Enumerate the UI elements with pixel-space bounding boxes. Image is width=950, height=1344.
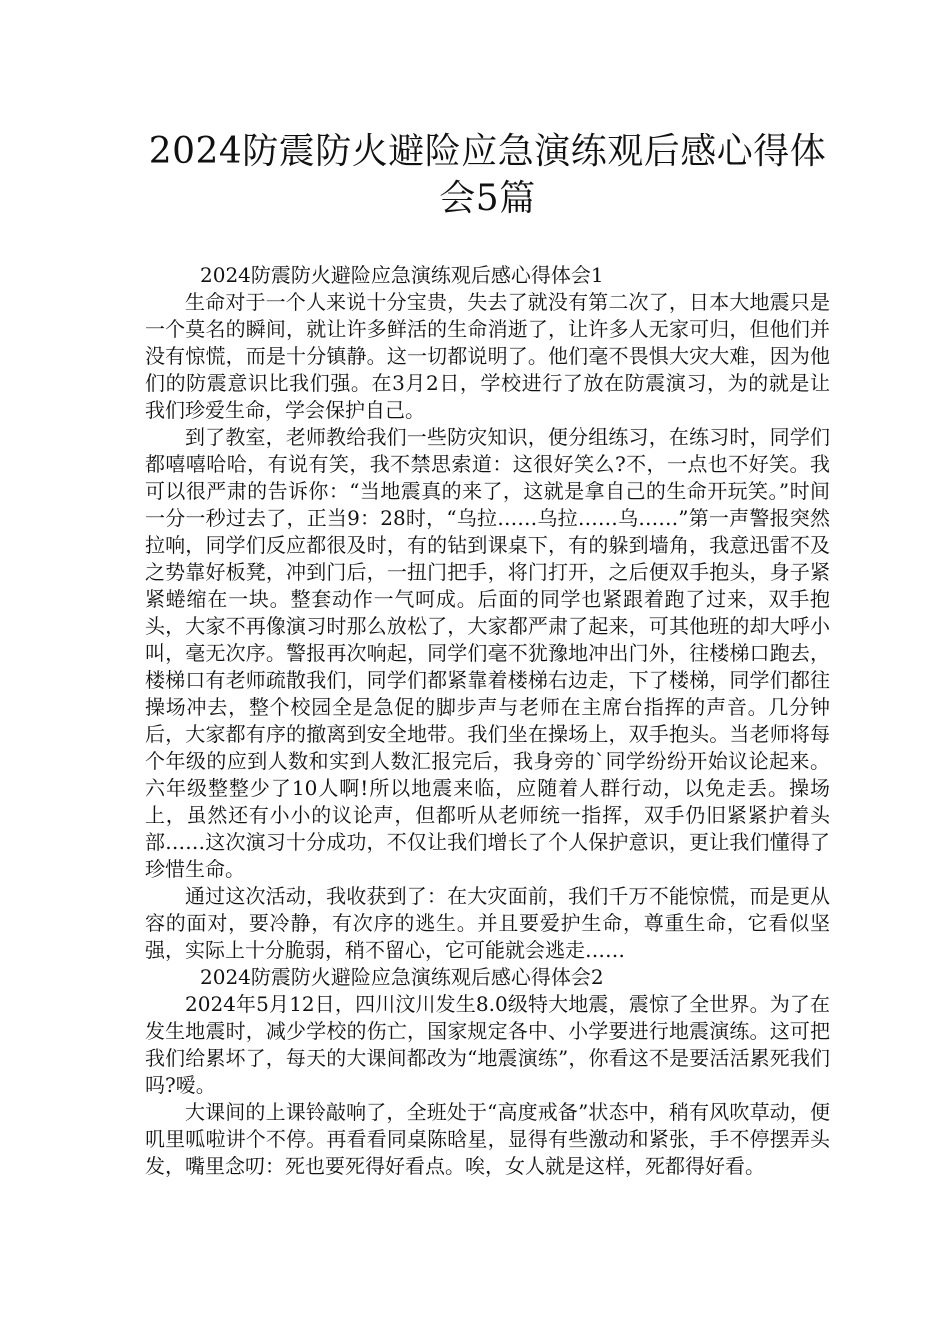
document-title-line-1: 2024防震防火避险应急演练观后感心得体 — [148, 131, 827, 172]
document-page — [145, 128, 830, 1180]
section-heading: 2024防震防火避险应急演练观后感心得体会1 — [200, 263, 604, 287]
paragraph: 大课间的上课铃敲响了，全班处于“高度戒备”状态中，稍有风吹草动，便叽里呱啦讲个不停。再看看同桌陈晗星，显得有些激动和紧张，手不停摆弄头发，嘴里念叨：死也要死得好看点。唉，女人就是这样，死都得好看。 — [145, 1100, 830, 1178]
paragraph: 2024年5月12日，四川汶川发生8.0级特大地震，震惊了全世界。为了在发生地震时，减少学校的伤亡，国家规定各中、小学要进行地震演练。这可把我们给累坏了，每天的大课间都改为“地震演练”，你看这不是要活活累死我们吗?嗳。 — [145, 992, 830, 1097]
section-heading: 2024防震防火避险应急演练观后感心得体会2 — [200, 965, 604, 989]
essay-section-1 — [145, 262, 830, 964]
paragraph: 到了教室，老师教给我们一些防灾知识，便分组练习，在练习时，同学们都嘻嘻哈哈，有说有笑，我不禁思索道：这很好笑么?不，一点也不好笑。我可以很严肃的告诉你：“当地震真的来了，这就是拿自己的生命开玩笑。”时间一分一秒过去了，正当9：28时，“乌拉……乌拉……乌……”第一声警报突然拉响，同学们反应都很及时，有的钻到课桌下，有的躲到墙角，我意迅雷不及之势靠好板凳，冲到门后，一扭门把手，将门打开，之后便双手抱头，身子紧紧蜷缩在一块。整套动作一气呵成。后面的同学也紧跟着跑了过来，双手抱头，大家不再像演习时那么放松了，大家都严肃了起来，可其他班的却大呼小叫，毫无次序。警报再次响起，同学们毫不犹豫地冲出门外，往楼梯口跑去，楼梯口有老师疏散我们，同学们都紧靠着楼梯右边走，下了楼梯，同学们都往操场冲去，整个校园全是急促的脚步声与老师在主席台指挥的声音。几分钟后，大家都有序的撤离到安全地带。我们坐在操场上，双手抱头。当老师将每个年级的应到人数和实到人数汇报完后，我身旁的`同学纷纷开始议论起来。六年级整整少了10人啊!所以地震来临，应随着人群行动，以免走丢。操场上，虽然还有小小的议论声，但都听从老师统一指挥，双手仍旧紧紧护着头部……这次演习十分成功，不仅让我们增长了个人保护意识，更让我们懂得了珍惜生命。 — [145, 425, 830, 881]
document-title — [145, 128, 830, 222]
essay-section-2 — [145, 964, 830, 1180]
paragraph: 通过这次活动，我收获到了：在大灾面前，我们千万不能惊慌，而是更从容的面对，要冷静，有次序的逃生。并且要爱护生命，尊重生命，它看似坚强，实际上十分脆弱，稍不留心，它可能就会逃走…… — [145, 884, 830, 962]
paragraph: 生命对于一个人来说十分宝贵，失去了就没有第二次了，日本大地震只是一个莫名的瞬间，就让许多鲜活的生命消逝了，让许多人无家可归，但他们并没有惊慌，而是十分镇静。这一切都说明了。他们毫不畏惧大灾大难，因为他们的防震意识比我们强。在3月2日，学校进行了放在防震演习，为的就是让我们珍爱生命，学会保护自己。 — [145, 290, 830, 422]
document-title-line-2: 会5篇 — [439, 178, 536, 219]
